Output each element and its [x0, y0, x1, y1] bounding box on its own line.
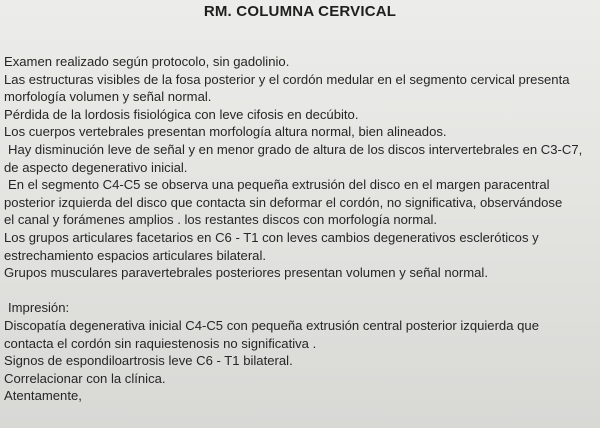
closing-text: Atentamente, — [4, 388, 82, 404]
impression-line: Correlacionar con la clínica. — [4, 370, 166, 386]
section-spacer — [4, 282, 596, 300]
findings-line: Hay disminución leve de señal y en menor grado de altura de los discos intervertebrales en C3-C7, — [8, 141, 583, 157]
findings-line: Grupos musculares paravertebrales posteriores presentan volumen y señal normal. — [4, 265, 488, 281]
impression-heading: Impresión: — [8, 300, 70, 316]
findings-line: morfología volumen y señal normal. — [4, 89, 212, 105]
impression-line: contacta el cordón sin raquiestenosis no significativa . — [4, 335, 317, 351]
findings-line: Los grupos articulares facetarios en C6 - T1 con leves cambios degenerativos escleróticos y — [4, 229, 539, 245]
report-body — [4, 53, 596, 405]
findings-line: Las estructuras visibles de la fosa posterior y el cordón medular en el segmento cervical presenta — [4, 71, 570, 87]
findings-line: el canal y forámenes amplios . los restantes discos con morfología normal. — [4, 212, 438, 228]
findings-line: Los cuerpos vertebrales presentan morfología altura normal, bien alineados. — [4, 124, 447, 140]
findings-line: En el segmento C4-C5 se observa una pequeña extrusión del disco en el margen paracentral — [8, 177, 550, 193]
impression-line: Signos de espondiloartrosis leve C6 - T1 bilateral. — [4, 353, 293, 369]
findings-line: de aspecto degenerativo inicial. — [4, 159, 188, 175]
findings-line: posterior izquierda del disco que contacta sin deformar el cordón, no significativa, observándose — [4, 194, 563, 210]
impression-line: Discopatía degenerativa inicial C4-C5 con pequeña extrusión central posterior izquierda que — [4, 317, 539, 333]
findings-line: estrechamiento espacios articulares bilateral. — [4, 247, 267, 263]
findings-line: Examen realizado según protocolo, sin gadolinio. — [4, 54, 290, 69]
report-title: RM. COLUMNA CERVICAL — [203, 3, 397, 20]
findings-line: Pérdida de la lordosis fisiológica con leve cifosis en decúbito. — [4, 106, 359, 122]
